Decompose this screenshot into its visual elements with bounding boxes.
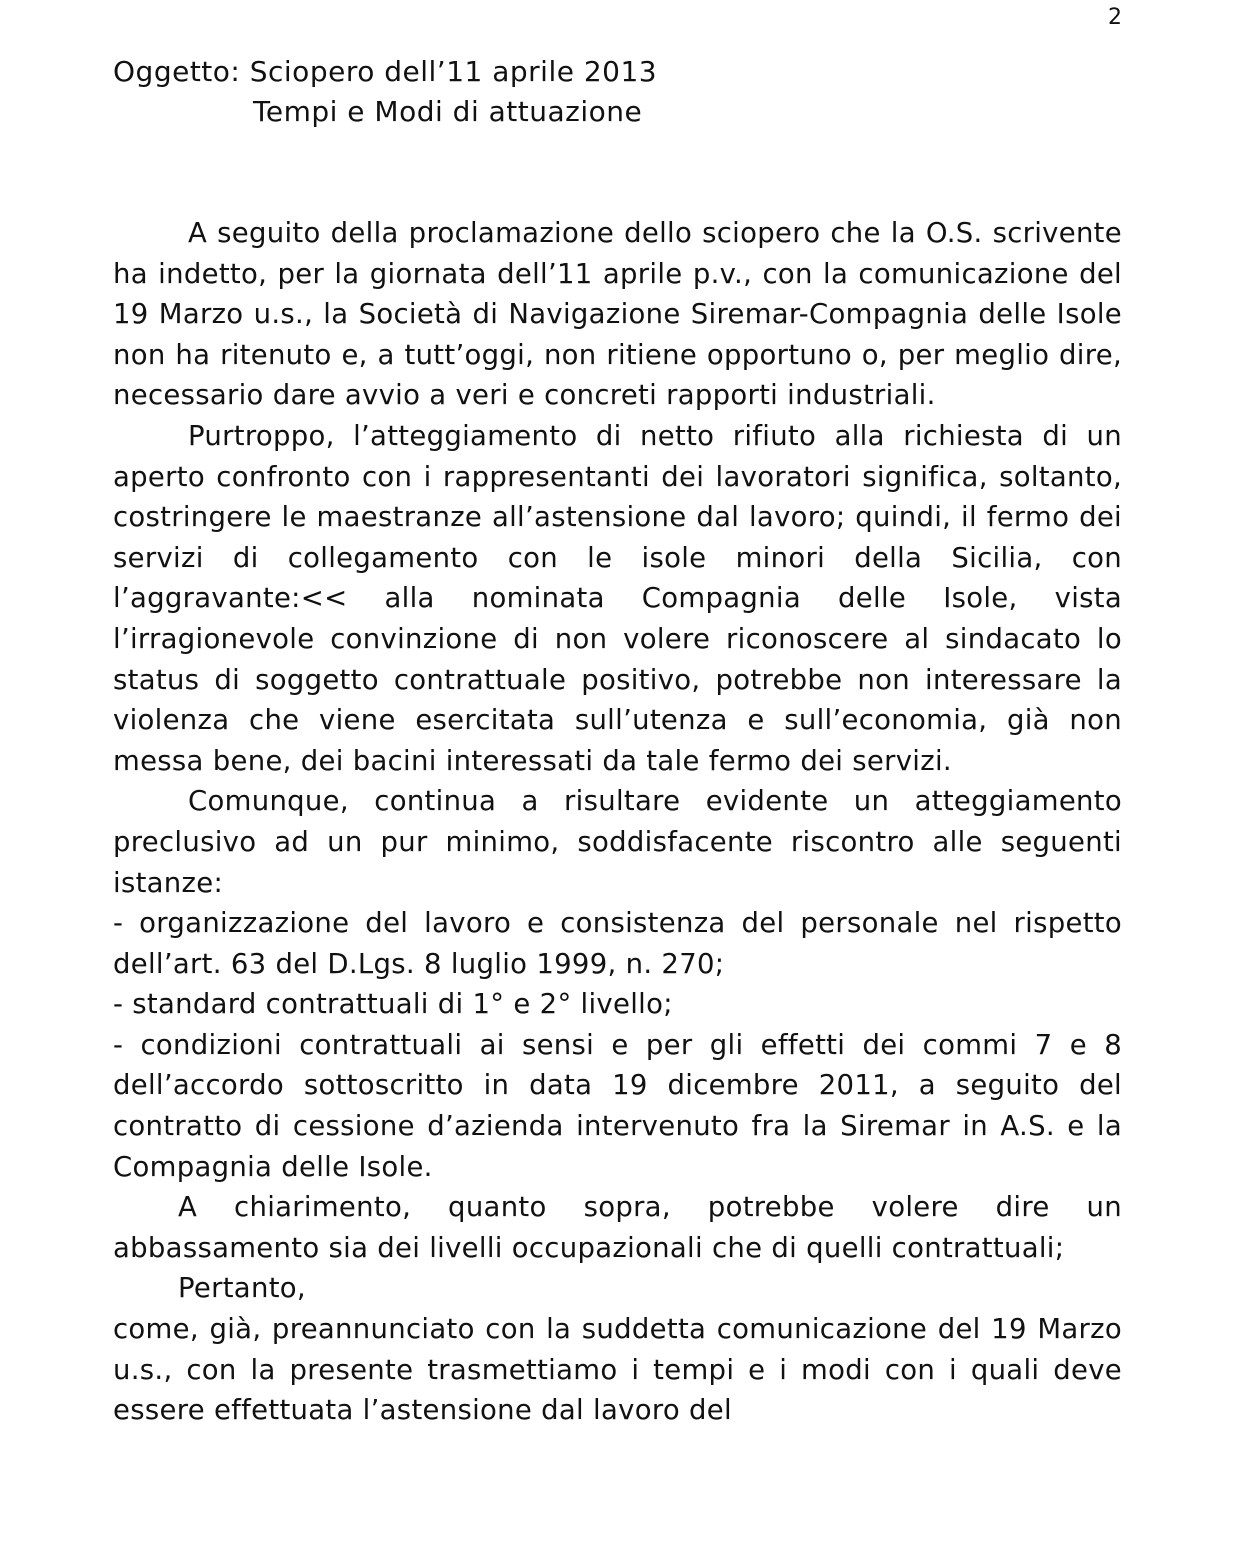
subject-line: Oggetto: Sciopero dell’11 aprile 2013 (113, 55, 658, 88)
list-item: - condizioni contrattuali ai sensi e per gli effetti dei commi 7 e 8 dell’accordo sottoscritto in data 19 dicembre 2011, a seguito del contratto di cessione d’azienda intervenuto fra la Siremar in A.S. e la Compagnia delle Isole. (113, 1028, 1122, 1183)
paragraph-refusal: Purtroppo, l’atteggiamento di netto rifiuto alla richiesta di un aperto confronto con i rappresentanti dei lavoratori significa, soltanto, costringere le maestranze all’astensione dal lavoro; quindi, il fermo dei servizi di collegamento con le isole minori della Sicilia, con l’aggravante:<< alla nominata Compagnia delle Isole, vista l’irragionevole convinzione di non volere riconoscere al sindacato lo status di soggetto contrattuale positivo, potrebbe non interessare la violenza che viene esercitata sull’utenza e sull’economia, già non messa bene, dei bacini interessati da tale fermo dei servizi. (113, 419, 1122, 777)
subject-heading (113, 52, 657, 132)
list-item: - standard contrattuali di 1° e 2° livello; (113, 988, 673, 1021)
paragraph-therefore: Pertanto, (178, 1272, 306, 1305)
paragraph-clarification: A chiarimento, quanto sopra, potrebbe volere dire un abbassamento sia dei livelli occupazionali che di quelli contrattuali; (113, 1191, 1122, 1264)
list-item: - organizzazione del lavoro e consistenza del personale nel rispetto dell’art. 63 del D.Lgs. 8 luglio 1999, n. 270; (113, 907, 1122, 980)
paragraph-intro: A seguito della proclamazione dello sciopero che la O.S. scrivente ha indetto, per la giornata dell’11 aprile p.v., con la comunicazione del 19 Marzo u.s., la Società di Navigazione Siremar-Compagnia delle Isole non ha ritenuto e, a tutt’oggi, non ritiene opportuno o, per meglio dire, necessario dare avvio a veri e concreti rapporti industriali. (113, 217, 1122, 412)
letter-body (113, 213, 1122, 1431)
subject-subtitle: Tempi e Modi di attuazione (253, 95, 643, 128)
page-number: 2 (1108, 5, 1122, 30)
paragraph-announcement: come, già, preannunciato con la suddetta comunicazione del 19 Marzo u.s., con la presente trasmettiamo i tempi e i modi con i quali deve essere effettuata l’astensione dal lavoro del (113, 1313, 1122, 1427)
paragraph-requests: Comunque, continua a risultare evidente un atteggiamento preclusivo ad un pur minimo, soddisfacente riscontro alle seguenti istanze: (113, 785, 1122, 899)
